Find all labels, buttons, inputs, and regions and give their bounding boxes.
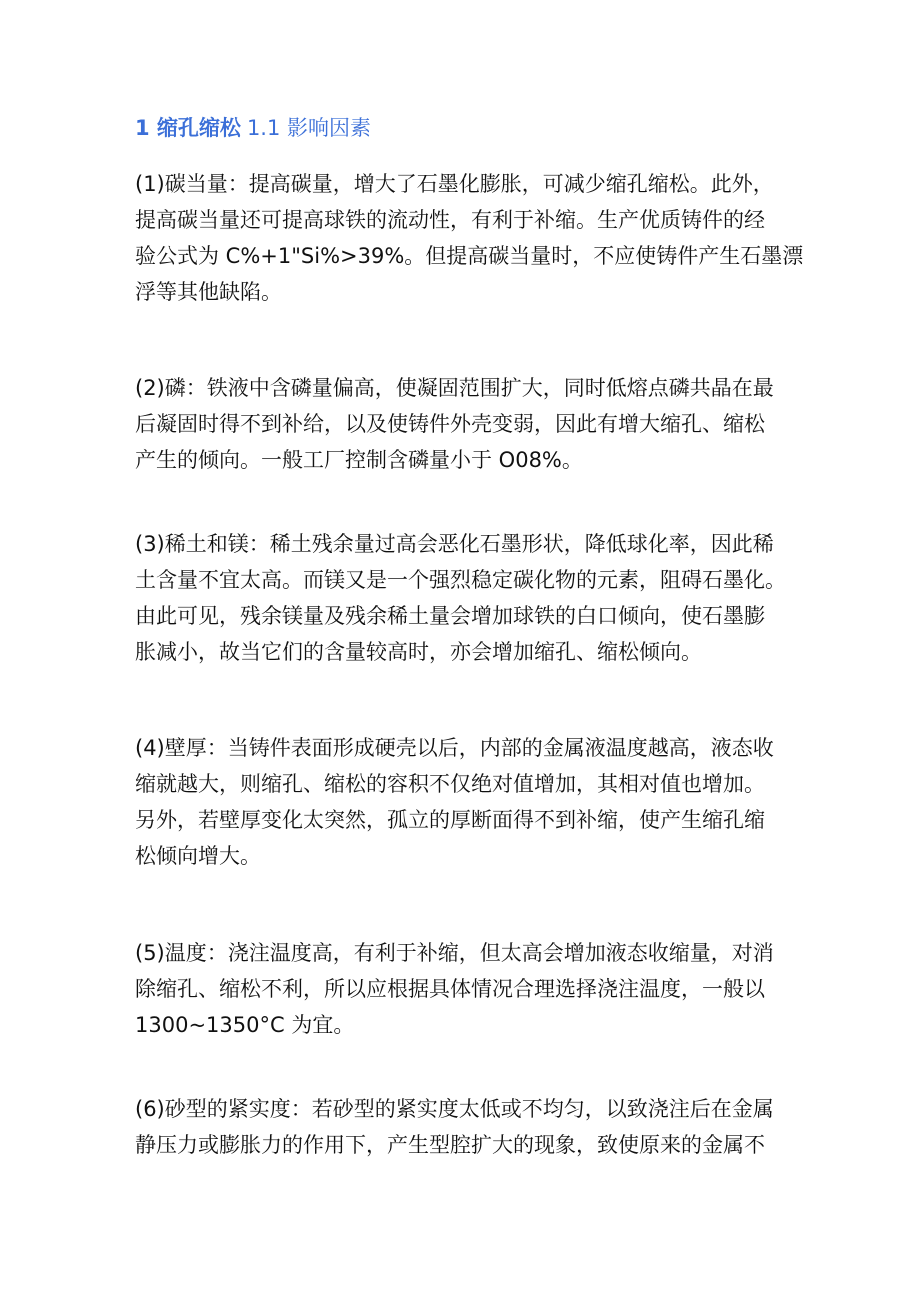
heading-main: 1 缩孔缩松 (135, 116, 241, 140)
paragraph-sand-mold-compactness (135, 1091, 795, 1163)
text-line: (6)砂型的紧实度：若砂型的紧实度太低或不均匀，以致浇注后在金属 (135, 1097, 774, 1121)
text-line: 浮等其他缺陷。 (135, 280, 282, 304)
heading-sub: 1.1 影响因素 (246, 116, 372, 140)
text-line: 验公式为 C%+1"Si%>39%。但提高碳当量时，不应使铸件产生石墨漂 (135, 244, 804, 268)
text-line: 土含量不宜太高。而镁又是一个强烈稳定碳化物的元素，阻碍石墨化。 (135, 568, 786, 592)
text-line: 缩就越大，则缩孔、缩松的容积不仅绝对值增加，其相对值也增加。 (135, 772, 765, 796)
paragraph-carbon-equivalent (135, 166, 804, 310)
paragraph-phosphorus (135, 370, 795, 478)
text-line: (1)碳当量：提高碳量，增大了石墨化膨胀，可减少缩孔缩松。此外， (135, 172, 774, 196)
text-line: (4)壁厚：当铸件表面形成硬壳以后，内部的金属液温度越高，液态收 (135, 736, 774, 760)
text-line: 1300~1350°C 为宜。 (135, 1013, 355, 1037)
text-line: (3)稀土和镁：稀土残余量过高会恶化石墨形状，降低球化率，因此稀 (135, 532, 774, 556)
text-line: 由此可见，残余镁量及残余稀土量会增加球铁的白口倾向，使石墨膨 (135, 604, 765, 628)
text-line: 胀减小，故当它们的含量较高时，亦会增加缩孔、缩松倾向。 (135, 640, 702, 664)
text-line: 提高碳当量还可提高球铁的流动性，有利于补缩。生产优质铸件的经 (135, 208, 765, 232)
paragraph-temperature (135, 935, 795, 1043)
paragraph-wall-thickness (135, 730, 795, 874)
section-heading (135, 112, 371, 144)
text-line: (2)磷：铁液中含磷量偏高，使凝固范围扩大，同时低熔点磷共晶在最 (135, 376, 774, 400)
text-line: (5)温度：浇注温度高，有利于补缩，但太高会增加液态收缩量，对消 (135, 941, 774, 965)
text-line: 另外，若壁厚变化太突然，孤立的厚断面得不到补缩，使产生缩孔缩 (135, 808, 765, 832)
paragraph-rare-earth-magnesium (135, 526, 795, 670)
text-line: 松倾向增大。 (135, 844, 261, 868)
text-line: 除缩孔、缩松不利，所以应根据具体情况合理选择浇注温度，一般以 (135, 977, 765, 1001)
text-line: 后凝固时得不到补给，以及使铸件外壳变弱，因此有增大缩孔、缩松 (135, 412, 765, 436)
text-line: 静压力或膨胀力的作用下，产生型腔扩大的现象，致使原来的金属不 (135, 1133, 765, 1157)
text-line: 产生的倾向。一般工厂控制含磷量小于 O08%。 (135, 448, 583, 472)
